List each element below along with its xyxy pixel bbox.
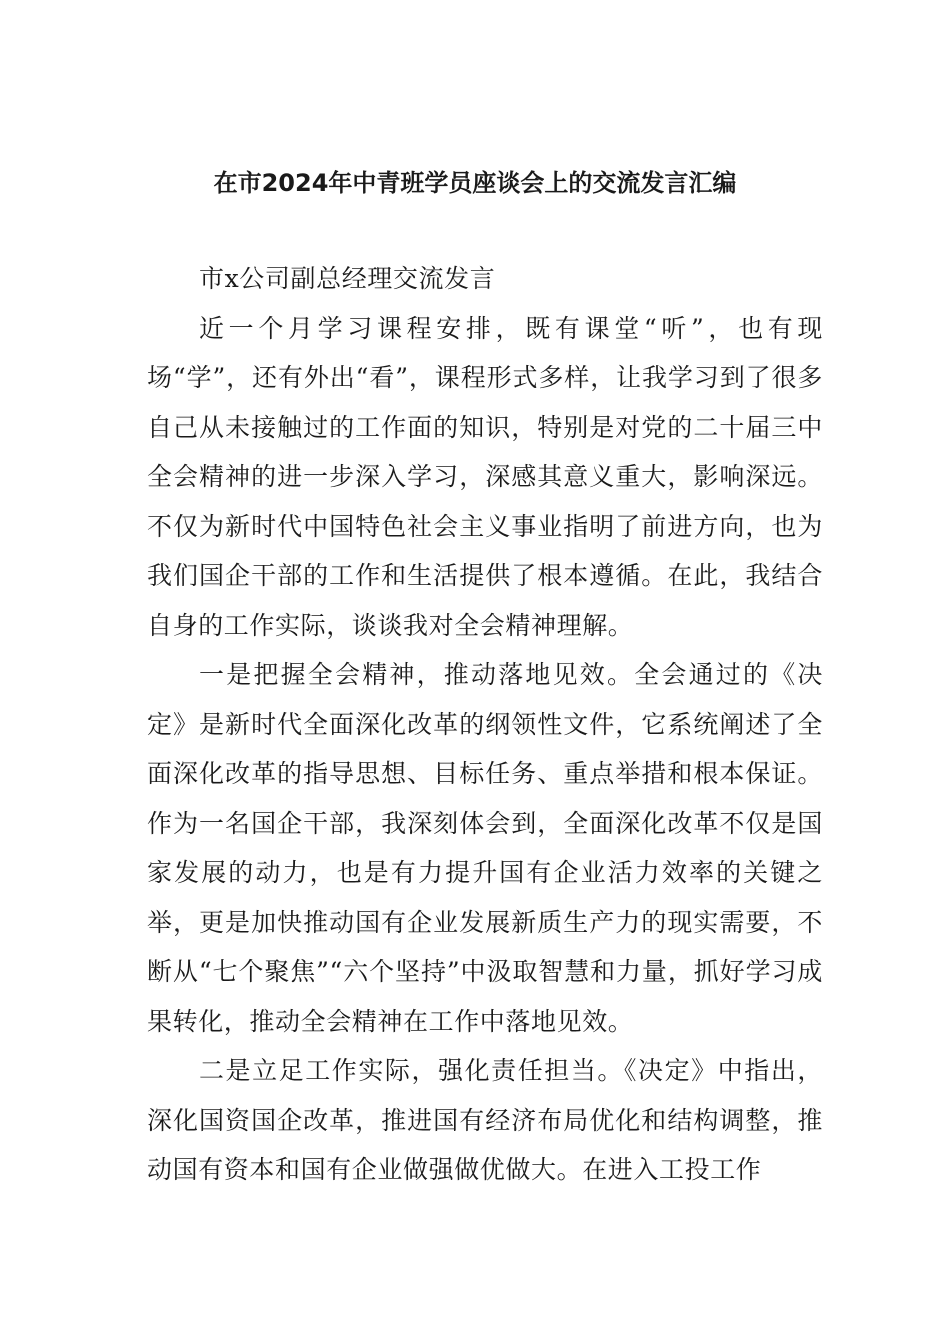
document-body (147, 254, 823, 1195)
body-paragraph-point-one: 一是把握全会精神，推动落地见效。全会通过的《决定》是新时代全面深化改革的纲领性文件，它系统阐述了全面深化改革的指导思想、目标任务、重点举措和根本保证。作为一名国企干部，我深刻体会到，全面深化改革不仅是国家发展的动力，也是有力提升国有企业活力效率的关键之举，更是加快推动国有企业发展新质生产力的现实需要，不断从“七个聚焦”“六个坚持”中汲取智慧和力量，抓好学习成果转化，推动全会精神在工作中落地见效。 (147, 660, 823, 1036)
speaker-heading: 市x公司副总经理交流发言 (199, 264, 496, 293)
body-paragraph-intro: 近一个月学习课程安排，既有课堂“听”，也有现场“学”，还有外出“看”，课程形式多样，让我学习到了很多自己从未接触过的工作面的知识，特别是对党的二十届三中全会精神的进一步深入学习，深感其意义重大，影响深远。不仅为新时代中国特色社会主义事业指明了前进方向，也为我们国企干部的工作和生活提供了根本遵循。在此，我结合自身的工作实际，谈谈我对全会精神理解。 (147, 313, 823, 640)
body-paragraph-point-two: 二是立足工作实际，强化责任担当。《决定》中指出，深化国资国企改革，推进国有经济布局优化和结构调整，推动国有资本和国有企业做强做优做大。在进入工投工作 (147, 1056, 823, 1184)
document-title: 在市2024年中青班学员座谈会上的交流发言汇编 (213, 169, 737, 197)
